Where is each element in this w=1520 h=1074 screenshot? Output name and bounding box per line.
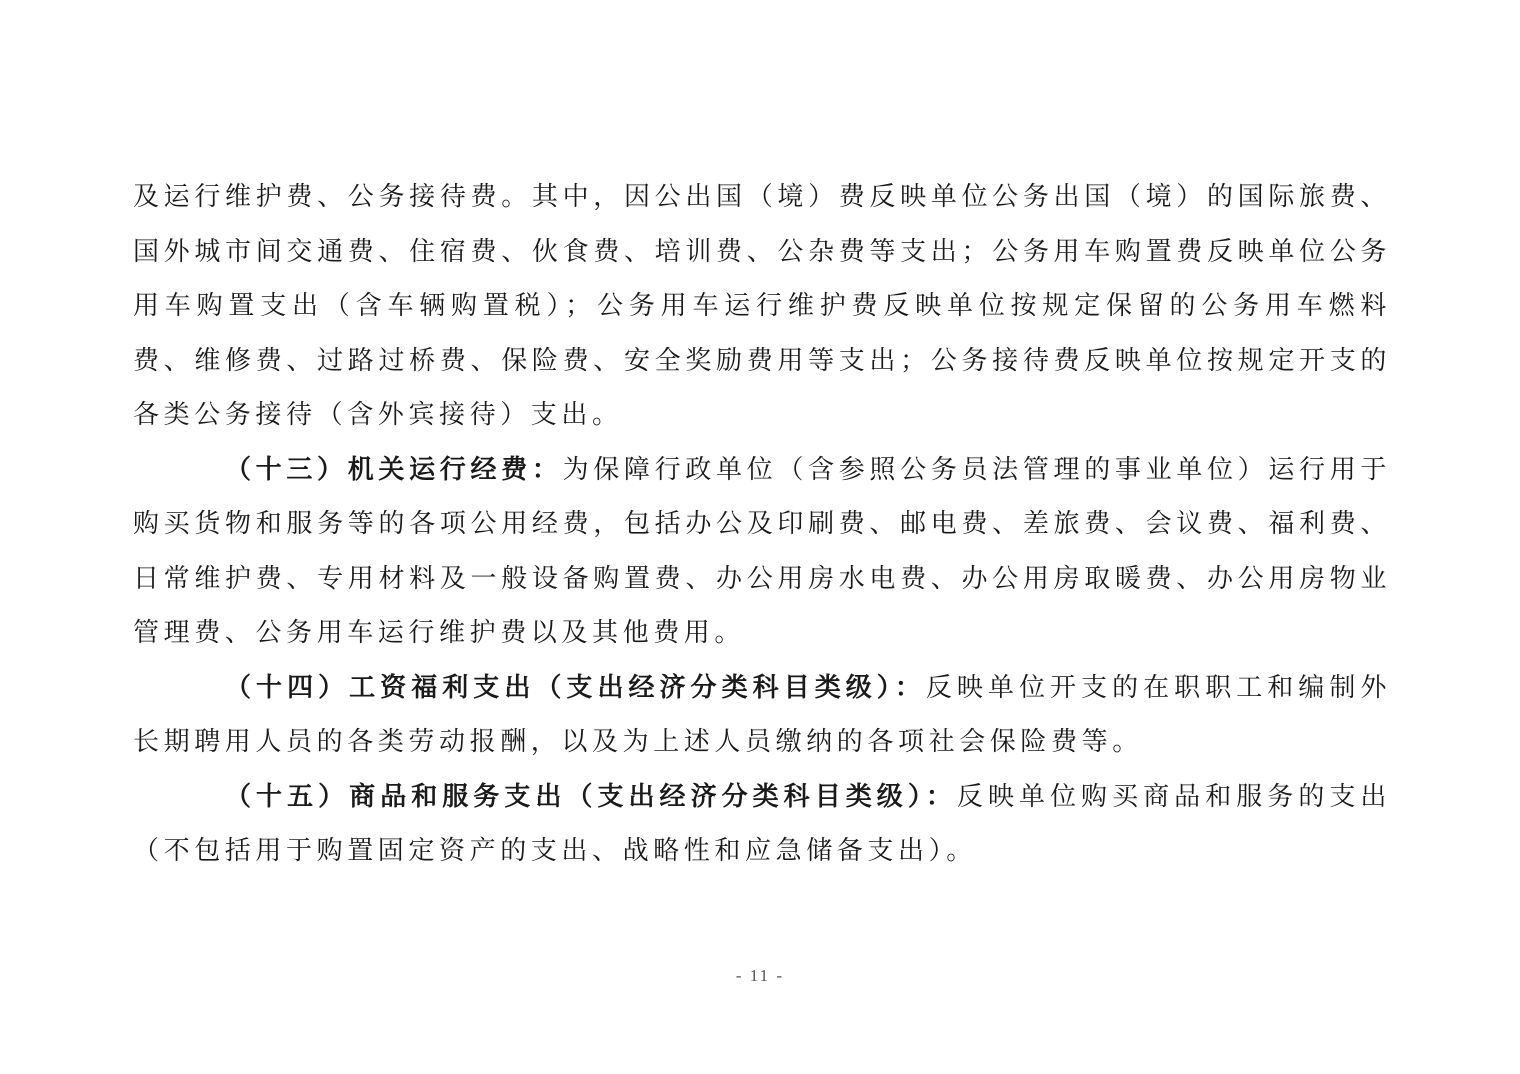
paragraph-text: 反映单位购买商品和服务的支出（不包括用于购置固定资产的支出、战略性和应急储备支出）。 bbox=[133, 781, 1391, 866]
section-heading: （十四）工资福利支出（支出经济分类科目类级）： bbox=[225, 672, 926, 703]
paragraph-section-13 bbox=[133, 443, 1391, 661]
paragraph-section-14 bbox=[133, 661, 1391, 770]
document-body bbox=[133, 170, 1391, 879]
paragraph-section-15 bbox=[133, 770, 1391, 879]
paragraph-text: 及运行维护费、公务接待费。其中，因公出国（境）费反映单位公务出国（境）的国际旅费、国外城市间交通费、住宿费、伙食费、培训费、公杂费等支出；公务用车购置费反映单位公务用车购置支出（含车辆购置税）；公务用车运行维护费反映单位按规定保留的公务用车燃料费、维修费、过路过桥费、保险费、安全奖励费用等支出；公务接待费反映单位按规定开支的各类公务接待（含外宾接待）支出。 bbox=[133, 182, 1391, 430]
paragraph-text: 为保障行政单位（含参照公务员法管理的事业单位）运行用于购买货物和服务等的各项公用经费，包括办公及印刷费、邮电费、差旅费、会议费、福利费、日常维护费、专用材料及一般设备购置费、办公用房水电费、办公用房取暖费、办公用房物业管理费、公务用车运行维护费以及其他费用。 bbox=[133, 454, 1392, 648]
paragraph-text: 反映单位开支的在职职工和编制外长期聘用人员的各类劳动报酬，以及为上述人员缴纳的各项社会保险费等。 bbox=[133, 672, 1391, 757]
page-number: - 11 - bbox=[735, 966, 785, 985]
section-heading: （十三）机关运行经费： bbox=[225, 454, 563, 485]
section-heading: （十五）商品和服务支出（支出经济分类科目类级）： bbox=[225, 781, 957, 812]
paragraph-continuation bbox=[133, 170, 1391, 443]
